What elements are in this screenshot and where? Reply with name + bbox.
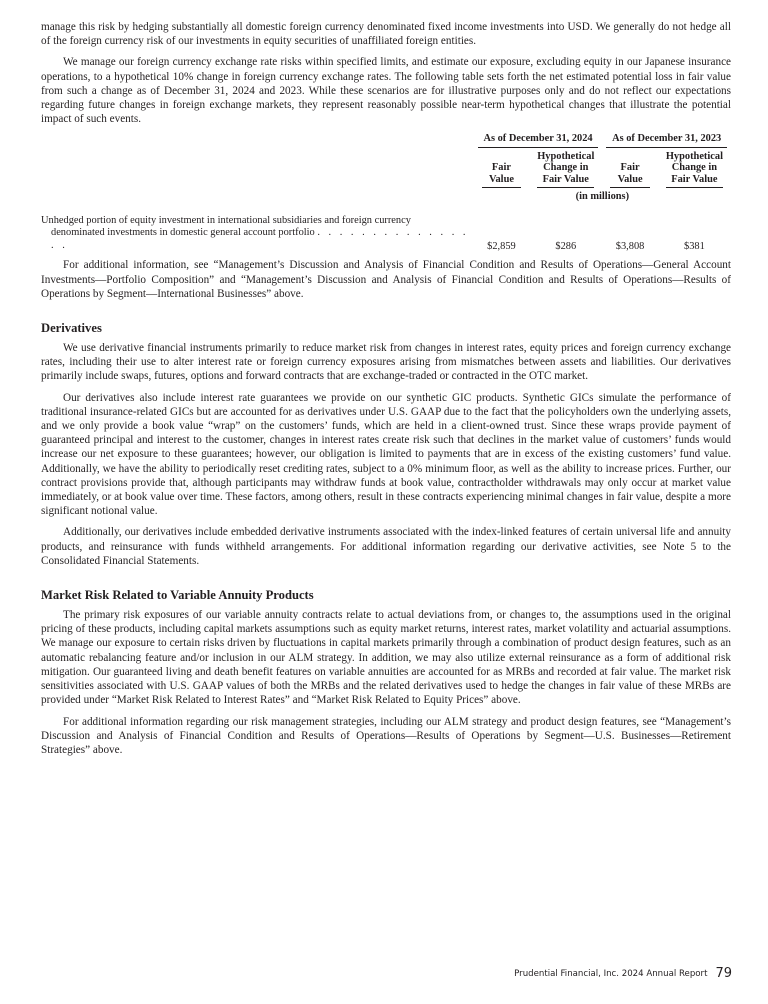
intro-paragraph-1: manage this risk by hedging substantially all domestic foreign currency denominated fixed income investments into USD. We generally do not hedge all of the foreign currency risk of our investments in equity securities of unaffiliated foreign entities. — [41, 21, 731, 48]
units-label: (in millions) — [575, 191, 630, 203]
row-label: Unhedged portion of equity investment in international subsidiaries and foreign currency denominated investments in domestic general account portfolio . . . . . . . . . . . . . . . . — [41, 214, 469, 251]
table-units-row — [41, 188, 731, 203]
table-followup-paragraph: For additional information, see “Management’s Discussion and Analysis of Financial Condition and Results of Operations—General Account Investments—Portfolio Composition” and “Management’s Discussion and Analysis of Financial Condition and Results of Operations—Results of Operations by Segment—International Businesses” above. — [41, 259, 731, 300]
cell-hypothetical-change-2023: $381 — [684, 240, 705, 252]
derivatives-paragraph-2: Our derivatives also include interest rate guarantees we provide on our synthetic GIC products. Synthetic GICs simulate the performance of traditional insurance-related GICs but are accounted for as derivatives under U.S. GAAP due to the fact that the policyholders own the underlying assets, and we only provide a book value “wrap” on the customers’ funds, which are held in a client-owned trust. Since these wraps provide payment of guaranteed principal and interest to the customer, changes in interest rates create risk such that declines in the market value of customers’ funds would increase our net exposure to these guarantees; however, our obligation is limited to payments that are in excess of the existing customers’ fund value. Additionally, we have the ability to periodically reset crediting rates, subject to a 0% minimum floor, as well as the ability to increase prices. Further, our contract provisions provide that, although participants may withdraw funds at book value, contractholder withdrawals may only occur at market value immediately, or at book value over time. These factors, among others, result in these contracts experiencing minimal changes in fair value, despite a more significant notional value. — [41, 391, 731, 518]
derivatives-paragraph-3: Additionally, our derivatives include embedded derivative instruments associated with the index-linked features of certain universal life and annuity products, and reinsurance with funds withheld arrangements. For additional information regarding our derivative activities, see Note 5 to the Consolidated Financial Statements. — [41, 526, 731, 567]
table-group-header-row — [41, 133, 731, 148]
column-header: Fair Value — [602, 148, 657, 189]
variable-annuity-paragraph-1: The primary risk exposures of our variable annuity contracts relate to actual deviations from, or changes to, the assumptions used in the original pricing of these products, including capital markets assumptions such as equity market returns, interest rates, market volatility and actuarial assumptions. We manage our exposure to certain risks driven by fluctuations in capital markets primarily through a combination of product design features, such as an automatic rebalancing feature and/or inclusion in our ALM strategy. In addition, we may also utilize external reinsurance as a form of additional risk mitigation. Our guaranteed living and death benefit features on variable annuities are accounted for as MRBs and recorded at fair value. The market risk sensitivities associated with U.S. GAAP values of both the MRBs and the related derivatives used to hedge the changes in fair value of these MRBs are provided under “Market Risk Related to Interest Rates” and “Market Risk Related to Equity Prices” above. — [41, 609, 731, 707]
cell-fair-value-2024: $2,859 — [487, 240, 516, 252]
section-heading-variable-annuity: Market Risk Related to Variable Annuity Products — [41, 588, 314, 603]
page-number: 79 — [715, 966, 732, 981]
section-heading-derivatives: Derivatives — [41, 321, 102, 336]
intro-paragraph-2: We manage our foreign currency exchange rate risks within specified limits, and estimate our exposure, excluding equity in our Japanese insurance operations, to a hypothetical 10% change in foreign currency exchange rates. The following table sets forth the net estimated potential loss in fair value from such a change as of December 31, 2024 and 2023. While these scenarios are for illustrative purposes only and do not reflect our expectations regarding future changes in foreign exchange markets, they represent reasonably possible near-term hypothetical changes that illustrate the potential impact of such events. — [41, 56, 731, 126]
footer-report-title: Prudential Financial, Inc. 2024 Annual Report — [514, 969, 708, 979]
group-header-2023: As of December 31, 2023 — [602, 133, 731, 148]
group-header-2024: As of December 31, 2024 — [474, 133, 603, 148]
fx-sensitivity-table — [41, 133, 731, 252]
derivatives-paragraph-1: We use derivative financial instruments primarily to reduce market risk from changes in interest rates, equity prices and foreign currency exchange rates, including their use to alter interest rate or foreign currency exposures arising from mismatches between assets and liabilities. Our derivatives primarily include swaps, futures, options and forward contracts that are exchange-traded or contracted in the OTC market. — [41, 342, 731, 383]
cell-hypothetical-change-2024: $286 — [555, 240, 577, 252]
column-header: Hypothetical Change in Fair Value — [658, 148, 731, 189]
variable-annuity-paragraph-2: For additional information regarding our risk management strategies, including our ALM strategy and product design features, see “Management’s Discussion and Analysis of Financial Condition and Results of Operations—Results of Operations by Segment—U.S. Businesses—Retirement Strategies” above. — [41, 715, 731, 756]
table-row — [41, 203, 731, 253]
column-header: Hypothetical Change in Fair Value — [529, 148, 602, 189]
page-footer — [514, 966, 732, 981]
cell-fair-value-2023: $3,808 — [615, 240, 645, 252]
table-column-header-row — [41, 148, 731, 189]
document-page — [41, 20, 731, 764]
dot-leader: . . . . . . . . . . . . . . . . — [51, 227, 469, 251]
column-header: Fair Value — [474, 148, 529, 189]
